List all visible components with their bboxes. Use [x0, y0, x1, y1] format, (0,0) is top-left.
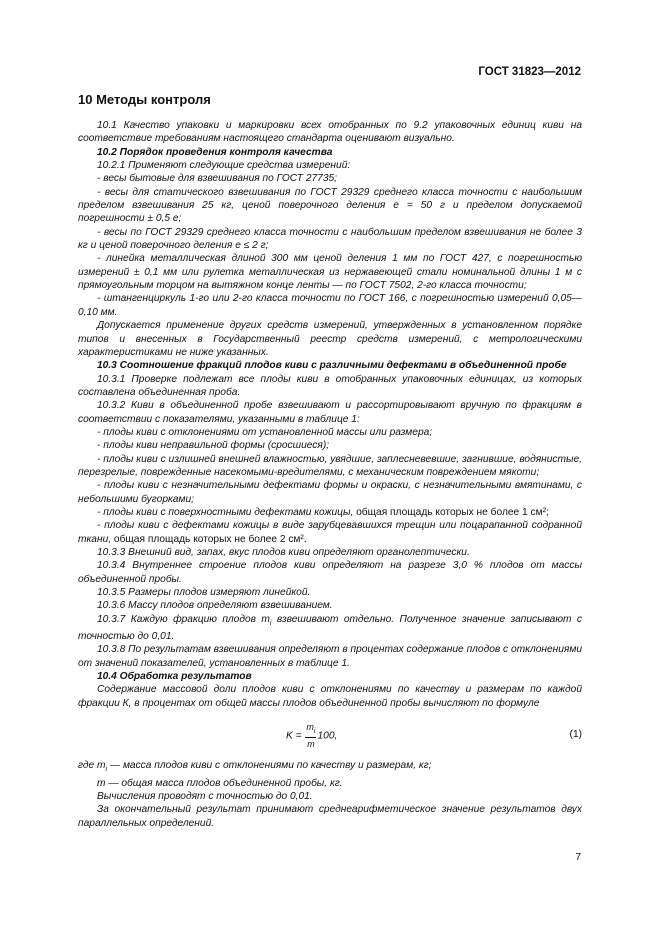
text-part: взвешивают отдельно. Полученное значение записывают с точностью до 0,01. — [78, 613, 582, 643]
list-item-text-upright: общая площадь которых не более 2 см². — [113, 533, 307, 545]
list-item: - весы бытовые для взвешивания по ГОСТ 27735; — [97, 173, 337, 185]
paragraph-10-1: 10.1 Качество упаковки и маркировки всех отобранных по 9.2 упаковочных единиц киви на соответствие требованиям настоящего стандарта оценивают визуально. — [78, 120, 582, 145]
formula-lhs: K = — [286, 730, 302, 742]
page-content — [78, 92, 582, 830]
list-item — [78, 506, 582, 519]
formula-expression — [286, 722, 337, 750]
list-item-text-upright: общая площадь которых не более 1 см²; — [356, 506, 549, 518]
text-part: где m — [78, 760, 106, 772]
paragraph-final: За окончательный результат принимают среднеарифметическое значение результатов двух параллельных определений. — [78, 804, 582, 829]
text-part: — масса плодов киви с отклонениями по качеству и размерам, кг; — [107, 760, 432, 772]
list-item: - плоды киви с излишней внешней влажностью, увядшие, заплесневевшие, загнившие, водянистые, перезрелые, поврежденные насекомыми-вредителями, с механическим повреждением мякоти; — [78, 453, 582, 478]
paragraph-10-4-formula-intro: Содержание массовой доли плодов киви с отклонениями по качеству и размерам по каждой фракции К, в процентах от общей массы плодов объединенной пробы вычисляют по формуле — [78, 684, 582, 709]
paragraph-10-3-1: 10.3.1 Проверке подлежат все плоды киви в отобранных упаковочных единицах, из которых составлена объединенная проба. — [78, 373, 582, 398]
numerator-symbol: m — [306, 722, 314, 733]
text-part: 10.3.7 Каждую фракцию плодов m — [97, 613, 270, 625]
paragraph-10-2-1: 10.2.1 Применяют следующие средства измерений: — [97, 160, 351, 172]
heading-10-3: 10.3 Соотношение фракций плодов киви с различными дефектами в объединенной пробе — [97, 360, 567, 372]
paragraph-10-3-6: 10.3.6 Массу плодов определяют взвешиванием. — [97, 600, 333, 612]
paragraph-allowed: Допускается применение других средств измерений, утвержденных в установленном порядке типов и внесенных в Государственный реестр средств измерений, с метрологическими характеристиками не ниже указанных. — [78, 320, 582, 358]
standard-header: ГОСТ 31823—2012 — [478, 66, 581, 78]
list-item: - плоды киви с незначительными дефектами формы и окраски, с незначительными вмятинами, с небольшими бугорками; — [78, 480, 582, 505]
list-item: - плоды киви неправильной формы (сросшиеся); — [97, 440, 330, 452]
where-m: m — общая масса плодов объединенной пробы, кг. — [97, 777, 343, 789]
numerator-subscript: i — [313, 727, 316, 735]
section-title: 10 Методы контроля — [78, 92, 211, 107]
list-item-text: - плоды киви с поверхностными дефектами кожицы, — [97, 506, 354, 518]
paragraph-10-3-4: 10.3.4 Внутреннее строение плодов киви определяют на разрезе 3,0 % плодов от массы объединенной пробы. — [78, 560, 582, 585]
formula-rhs: 100, — [317, 730, 338, 742]
list-item — [78, 519, 582, 546]
formula-fraction — [305, 722, 316, 750]
list-item-text: - плоды киви с дефектами кожицы в виде зарубцевавшихся трещин или поцарапанной содранной ткани, — [78, 520, 582, 545]
formula-1 — [78, 717, 582, 753]
where-mi — [78, 759, 582, 776]
subscript: i — [269, 619, 272, 627]
list-item: - весы по ГОСТ 29329 среднего класса точности с наибольшим пределом взвешивания не более 3 кг и ценой поверочного деления е ≤ 2 г; — [78, 226, 582, 252]
list-item: - линейка металлическая длиной 300 мм ценой деления 1 мм по ГОСТ 427, с погрешностью измерений ± 0,1 мм или рулетка металлическая из нержавеющей стали номинальной длины 1 м с прямоугольным торцом на вытяжном конце ленты — по ГОСТ 7502, 2-го класса точности; — [78, 253, 582, 292]
list-item: - весы для статического взвешивания по ГОСТ 29329 среднего класса точности с наибольшим пределом взвешивания 25 кг, ценой поверочного деления е = 50 г и пределом допускаемой погрешности ± 0,5 е; — [78, 186, 582, 225]
page-number: 7 — [575, 852, 581, 863]
formula-numerator — [305, 722, 316, 738]
paragraph-10-3-3: 10.3.3 Внешний вид, запах, вкус плодов киви определяют органолептически. — [97, 547, 470, 558]
list-item: - плоды киви с отклонениями от установленной массы или размера; — [97, 426, 433, 438]
paragraph-10-3-8: 10.3.8 По результатам взвешивания определяют в процентах содержание плодов с отклонениями от значений показателей, установленных в таблице 1. — [78, 644, 582, 669]
paragraph-10-3-2: 10.3.2 Киви в объединенной пробе взвешивают и рассортировывают вручную по фракциям в соответствии с показателями, указанными в таблице 1: — [78, 400, 582, 425]
paragraph-10-3-5: 10.3.5 Размеры плодов измеряют линейкой. — [97, 587, 311, 599]
list-item: - штангенциркуль 1-го или 2-го класса точности по ГОСТ 166, с погрешностью измерений 0,05—0,10 мм. — [78, 293, 582, 318]
paragraph-accuracy: Вычисления проводят с точностью до 0,01. — [97, 790, 313, 802]
heading-10-4: 10.4 Обработка результатов — [97, 671, 252, 683]
subscript: i — [105, 766, 108, 774]
paragraph-10-3-7 — [78, 613, 582, 644]
formula-number: (1) — [569, 729, 582, 741]
heading-10-2: 10.2 Порядок проведения контроля качества — [97, 146, 333, 158]
formula-denominator: m — [307, 738, 315, 749]
